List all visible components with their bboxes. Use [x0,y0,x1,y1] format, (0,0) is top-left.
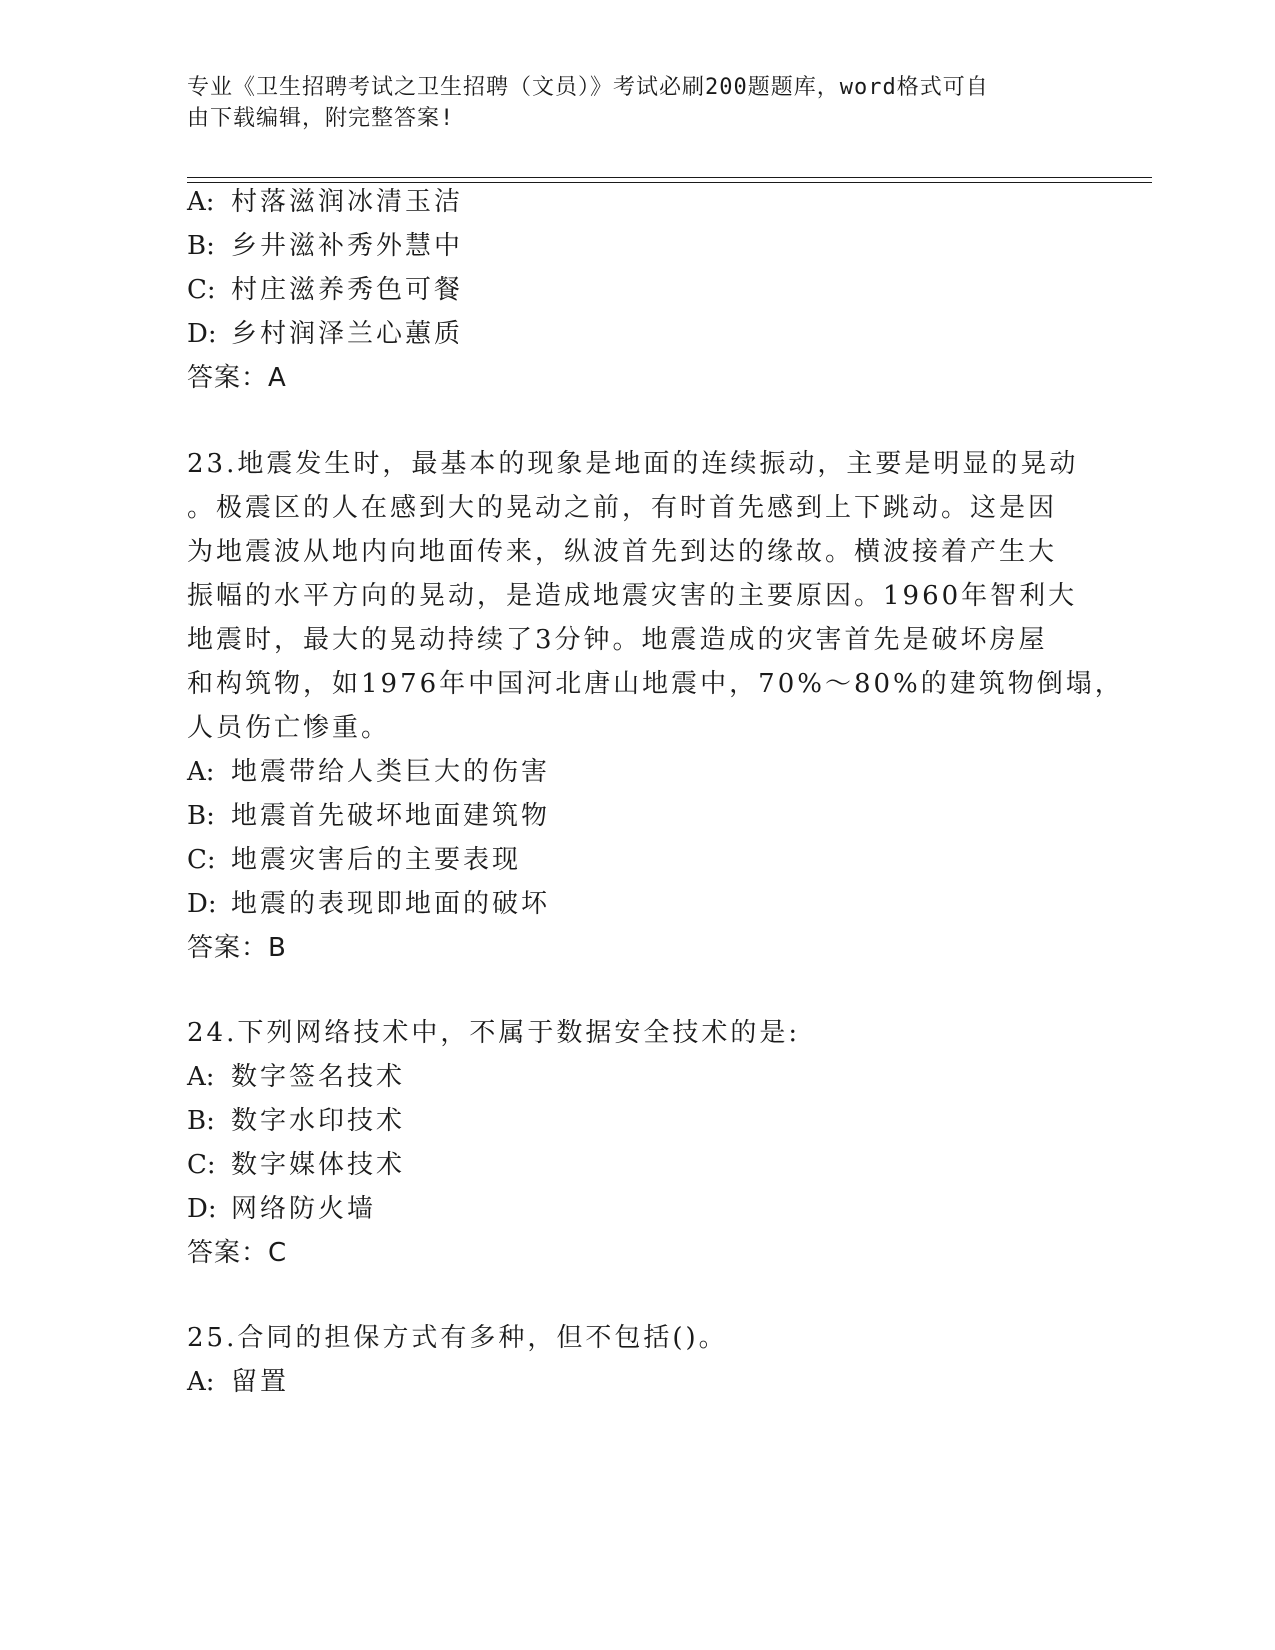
header-divider-top [187,177,1152,178]
option-text: 地震的表现即地面的破坏 [231,889,551,919]
q24-option-c [187,1142,405,1188]
q24-option-d [187,1186,376,1232]
q23-option-c [187,837,521,883]
option-letter: B: [187,801,215,831]
document-header [187,72,1067,134]
q23-option-b [187,793,550,839]
option-letter: A: [187,1367,215,1397]
q23-stem-line-4: 振幅的水平方向的晃动，是造成地震灾害的主要原因。1960年智利大 [187,581,1078,611]
q24-answer: 答案：C [187,1238,288,1268]
q25-option-a [187,1359,289,1405]
option-letter: A: [187,187,215,217]
q23-stem-line-1: 23.地震发生时，最基本的现象是地面的连续振动，主要是明显的晃动 [187,449,1079,479]
option-letter: A: [187,1062,215,1092]
q23-option-a [187,749,550,795]
option-letter: C: [187,1150,216,1180]
option-text: 数字签名技术 [231,1062,406,1092]
q23-option-d [187,881,550,927]
header-line-2: 由下载编辑，附完整答案! [187,106,455,131]
option-letter: C: [187,275,216,305]
q22-option-a [187,179,463,225]
option-letter: D: [187,889,217,919]
q22-option-d [187,311,463,357]
q25-stem: 25.合同的担保方式有多种，但不包括()。 [187,1323,728,1353]
option-text: 网络防火墙 [231,1194,377,1224]
option-letter: D: [187,319,217,349]
q23-answer: 答案：B [187,933,287,963]
option-text: 村庄滋养秀色可餐 [231,275,464,305]
q23-stem-line-6: 和构筑物，如1976年中国河北唐山地震中，70%～80%的建筑物倒塌， [187,669,1124,699]
option-letter: C: [187,845,216,875]
option-text: 村落滋润冰清玉洁 [231,187,464,217]
q24-option-a [187,1054,405,1100]
option-text: 留置 [231,1367,290,1397]
header-line-1: 专业《卫生招聘考试之卫生招聘（文员）》考试必刷200题题库，word格式可自 [187,75,989,100]
q23-stem-line-7: 人员伤亡惨重。 [187,713,391,743]
q22-option-b [187,223,463,269]
option-letter: A: [187,757,215,787]
option-letter: B: [187,1106,215,1136]
option-text: 乡井滋补秀外慧中 [231,231,464,261]
q23-stem-line-2: 。极震区的人在感到大的晃动之前，有时首先感到上下跳动。这是因 [187,493,1058,523]
option-text: 数字媒体技术 [231,1150,406,1180]
q22-option-c [187,267,463,313]
option-letter: D: [187,1194,217,1224]
option-text: 地震首先破坏地面建筑物 [231,801,551,831]
option-text: 乡村润泽兰心蕙质 [231,319,464,349]
q23-stem-line-3: 为地震波从地内向地面传来，纵波首先到达的缘故。横波接着产生大 [187,537,1058,567]
option-letter: B: [187,231,215,261]
q23-stem-line-5: 地震时，最大的晃动持续了3分钟。地震造成的灾害首先是破坏房屋 [187,625,1048,655]
q22-answer: 答案：A [187,363,287,393]
q24-stem: 24.下列网络技术中，不属于数据安全技术的是: [187,1018,801,1048]
q24-option-b [187,1098,405,1144]
option-text: 地震灾害后的主要表现 [231,845,522,875]
option-text: 地震带给人类巨大的伤害 [231,757,551,787]
option-text: 数字水印技术 [231,1106,406,1136]
